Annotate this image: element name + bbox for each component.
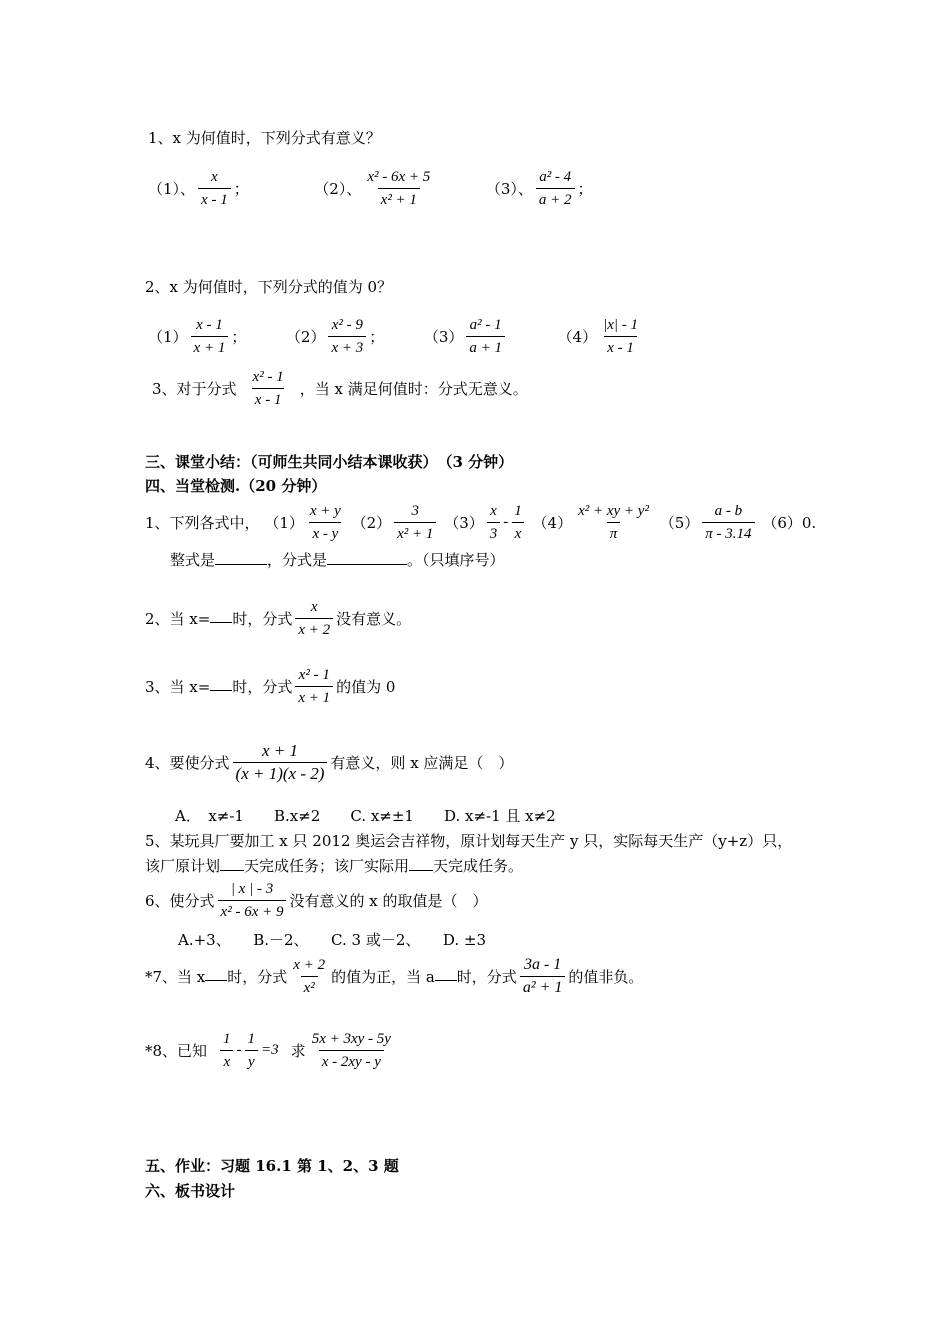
blank[interactable]	[210, 676, 232, 691]
t5-line2: 该厂原计划 天完成任务；该厂实际用 天完成任务。	[145, 857, 524, 875]
t4-options: A． x≠-1 B.x≠2 C. x≠±1 D. x≠-1 且 x≠2	[175, 807, 556, 825]
fraction: $\frac{x}{x - 1}$	[198, 168, 231, 209]
t5-line1: 5、某玩具厂要加工 x 只 2012 奥运会吉祥物，原计划每天生产 y 只，实际每天生产（y+z）只，	[145, 832, 793, 850]
t4-line: 4、要使分式 $\frac{x + 1}{(x + 1)(x - 2)}$ 有意义，则 x 应满足（ ）	[145, 741, 514, 783]
fraction: $\frac{\text{x² - 1}}{x - 1}$	[252, 369, 284, 408]
blank[interactable]	[220, 856, 244, 871]
fraction: $\frac{x - 1}{x + 1}$	[191, 316, 229, 357]
section-test: 四、当堂检测.（20 分钟）	[145, 477, 327, 495]
fraction: $\frac{|x| - 1}{x - 1}$	[603, 317, 638, 356]
t2-line: 2、当 x= 时，分式 $\frac{x}{x + 2}$ 没有意义。	[145, 599, 412, 638]
t6-options: A.+3、 B.－2、 C. 3 或－2、 D. ±3	[178, 931, 487, 949]
section-homework: 五、作业：习题 16.1 第 1、2、3 题	[145, 1157, 399, 1175]
blank[interactable]	[409, 856, 433, 871]
t1-line: 1、下列各式中， （1） $\frac{x + y}{x - y}$ （2） $\frac{3}{\text{x² + 1}}$ （3） $\frac{x}{3}$ - $\frac{1}{x}$ （4） $\frac{\text{x² + xy + y²}}{\pi}$ （5） $\frac{a - b}{\pi - 3.14}$ （6）0.	[145, 503, 817, 542]
section-summary: 三、课堂小结：（可师生共同小结本课收获） （3 分钟）	[145, 453, 514, 471]
t7-line: *7、当 x 时，分式 $\frac{x + 2}{\text{x²}}$ 的值为正，当 a 时，分式 $\frac{3a - 1}{\text{a² + 1}}$ 的值非负。	[145, 956, 644, 996]
t8-line: *8、已知 $\frac{1}{x}$ - $\frac{1}{y}$ =3 求 $\frac{5x + 3xy - 5y}{x - 2xy - y}$	[145, 1031, 391, 1070]
fraction: $\frac{\text{a² - 4}}{a + 2}$	[536, 168, 575, 209]
fraction: $\frac{\text{x² - 6x + 5}}{\text{x² + 1}}$	[367, 169, 431, 208]
q1-title: 1、x 为何值时，下列分式有意义？	[148, 129, 381, 147]
fraction: $\frac{\text{x² - 9}}{x + 3}$	[328, 316, 366, 357]
q2-parts: （1） $\frac{x - 1}{x + 1}$ ； （2） $\frac{\text{x² - 9}}{x + 3}$ ； （3） $\frac{\text{a² - 1}}{a + 1}$ （4） $\frac{|x| - 1}{x - 1}$	[148, 316, 644, 357]
blank[interactable]	[210, 608, 232, 623]
fraction: $\frac{\text{a² - 1}}{a + 1}$	[466, 316, 505, 357]
q1-parts: （1）、 $\frac{x}{x - 1}$ ； （2）、 $\frac{\text{x² - 6x + 5}}{\text{x² + 1}}$ （3）、 $\frac{\text{a² - 4}}{a + 2}$ ；	[148, 169, 593, 208]
blank[interactable]	[205, 966, 227, 981]
blank-fraction[interactable]	[327, 550, 407, 565]
q3-line: 3、对于分式 $\frac{\text{x² - 1}}{x - 1}$ ，当 x 满足何值时：分式无意义。	[152, 369, 528, 408]
blank-integral[interactable]	[215, 550, 267, 565]
t6-line: 6、使分式 $\frac{| x | - 3}{\text{x² - 6x + 9}}$ 没有意义的 x 的取值是（ ）	[145, 881, 488, 920]
blank[interactable]	[435, 966, 457, 981]
q2-title: 2、x 为何值时，下列分式的值为 0？	[145, 278, 393, 296]
section-board-design: 六、板书设计	[145, 1182, 236, 1200]
t3-line: 3、当 x= 时，分式 $\frac{\text{x² - 1}}{x + 1}$ 的值为 0	[145, 667, 396, 706]
t1-answer-line: 整式是 ，分式是 。（只填序号）	[170, 551, 505, 569]
